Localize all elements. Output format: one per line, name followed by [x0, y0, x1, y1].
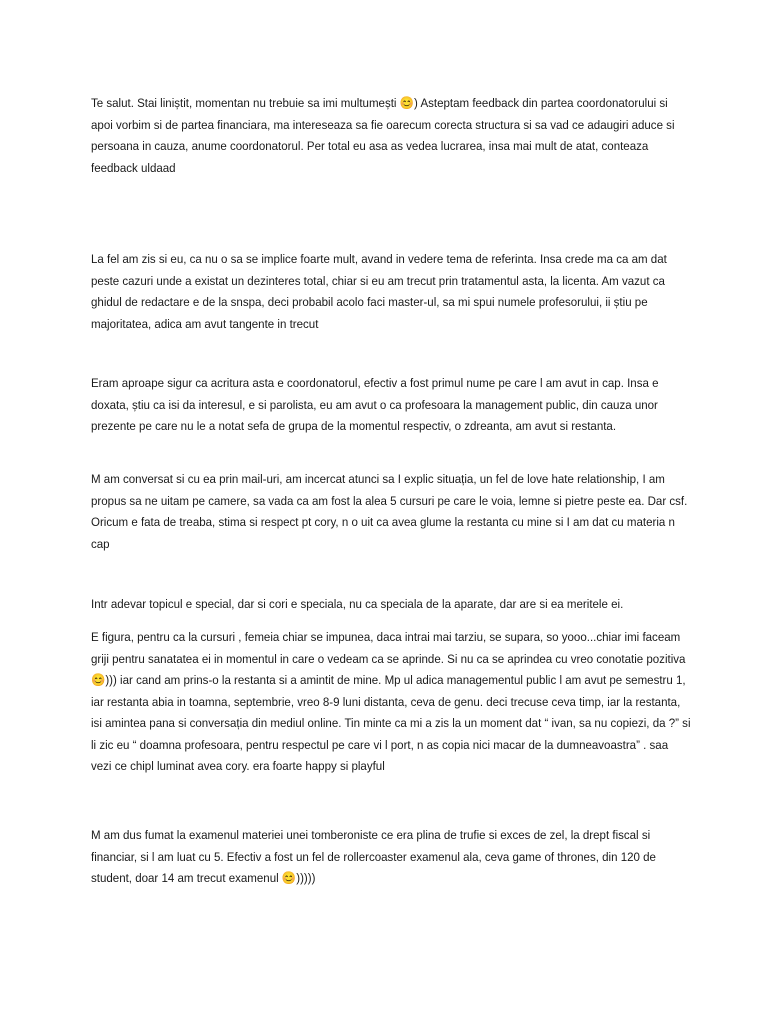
paragraph-4: M am conversat si cu ea prin mail-uri, am incercat atunci sa I explic situația, un fel de love hate relationship, I am propus sa ne uitam pe camere, sa vada ca am fost la alea 5 cursuri pe care le voia, lemne si pietre peste ea. Dar csf. Oricum e fata de treaba, stima si respect pt cory, n o uit ca avea glume la restanta cu mine si I am dat cu materia n cap — [91, 472, 688, 551]
paragraph-6: E figura, pentru ca la cursuri , femeia chiar se impunea, daca intrai mai tarziu, se supara, so yooo...chiar imi faceam griji pentru sanatatea ei in momentul in care o vedeam ca se aprinde. Si nu ca se aprindea cu vreo conotatie pozitiva 😊))) iar cand am prins-o la restanta si a amintit de mine. Mp ul adica managementul public l am avut pe semestru 1, iar restanta abia in toamna, septembrie, vreo 8-9 luni distanta, ceva de genu. deci trecuse ceva timp, iar la restanta, isi amintea pana si conversația din mediul online. Tin minte ca mi a zis la un moment dat “ ivan, sa nu copiezi, da ?” si li zic eu “ doamna profesoara, pentru respectul pe care vi l port, n as copia nici macar de la dumneavoastra” . saa vezi ce chipl luminat avea cory. era foarte happy si playful — [91, 630, 691, 773]
paragraph-7: M am dus fumat la examenul materiei unei tomberoniste ce era plina de trufie si exces de zel, la drept fiscal si financiar, si l am luat cu 5. Efectiv a fost un fel de rollercoaster examenul ala, ceva game of thrones, din 120 de student, doar 14 am trecut examenul 😊))))) — [91, 828, 656, 885]
paragraph-2: La fel am zis si eu, ca nu o sa se implice foarte mult, avand in vedere tema de referinta. Insa crede ma ca am dat peste cazuri unde a existat un dezinteres total, chiar si eu am trecut prin tratamentul asta, la licenta. Am vazut ca ghidul de redactare e de la snspa, deci probabil acolo faci master-ul, sa mi spui numele profesorului, ii știu pe majoritatea, adica am avut tangente in trecut — [91, 252, 667, 331]
paragraph-5: Intr adevar topicul e special, dar si cori e speciala, nu ca speciala de la aparate, dar are si ea meritele ei. — [91, 597, 624, 611]
paragraph-3: Eram aproape sigur ca acritura asta e coordonatorul, efectiv a fost primul nume pe care l am avut in cap. Insa e doxata, știu ca isi da interesul, e si parolista, eu am avut o ca profesoara la management public, din cauza unor prezente pe care nu le a notat sefa de grupa de la momentul respectiv, o zdreanta, am avut si restanta. — [91, 376, 659, 433]
paragraph-1: Te salut. Stai liniștit, momentan nu trebuie sa imi multumești 😊) Asteptam feedback din partea coordonatorului si apoi vorbim si de partea financiara, ma intereseaza sa fie oarecum corecta structura si sa vad ce adaugiri aduce si persoana in cauza, anume coordonatorul. Per total eu asa as vedea lucrarea, insa mai mult de atat, conteaza feedback uldaad — [91, 96, 675, 175]
